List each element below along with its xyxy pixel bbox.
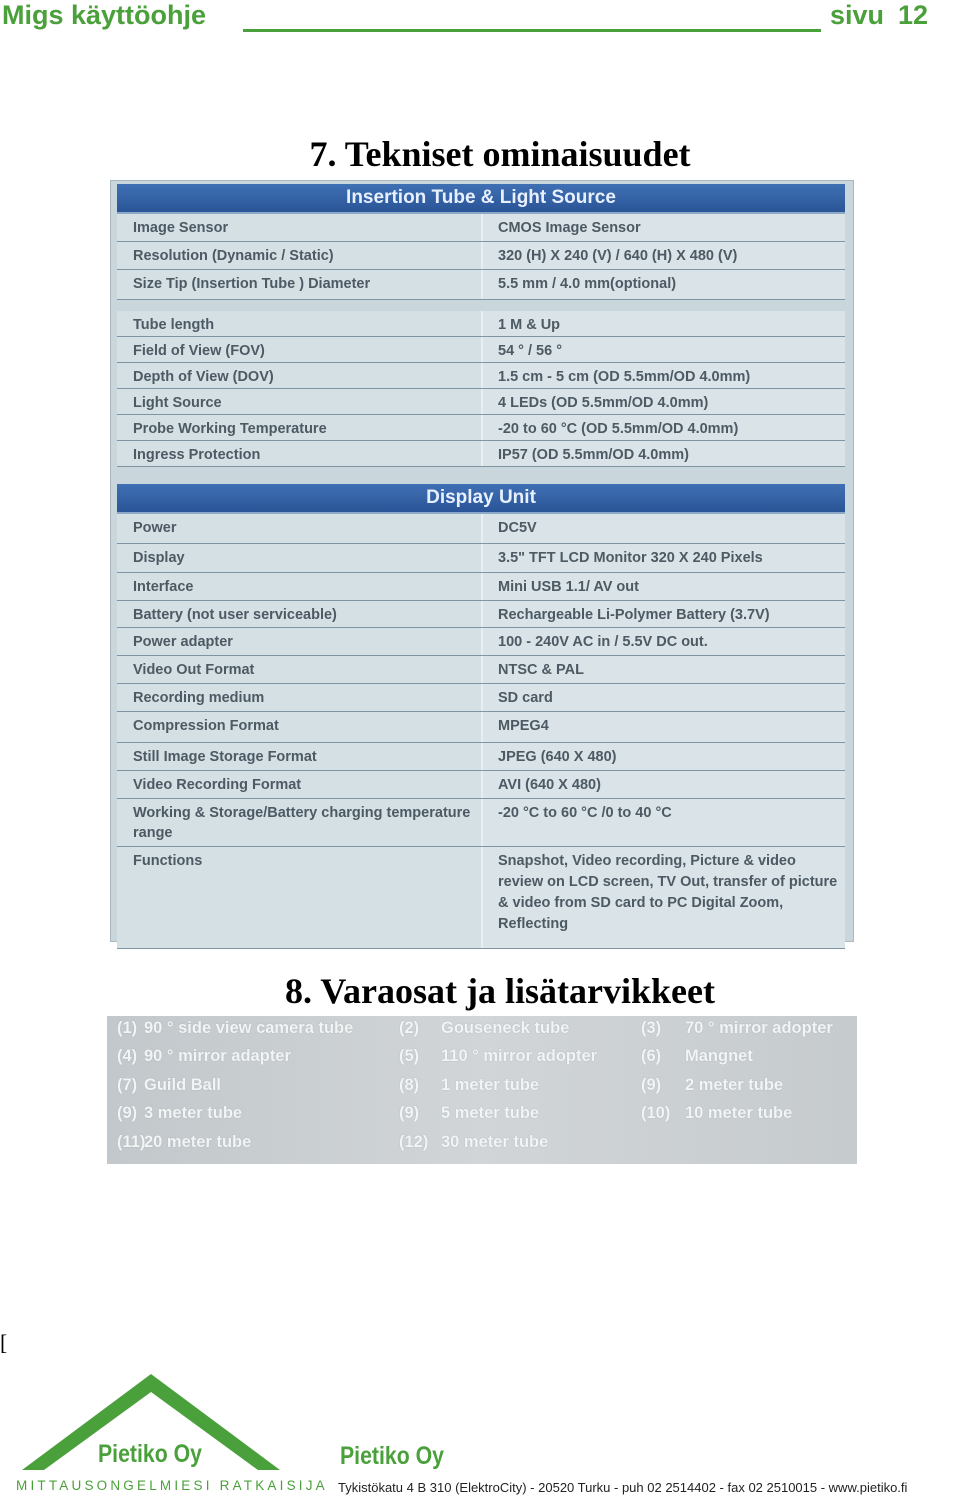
part-number: (12) — [399, 1133, 429, 1151]
part-name: 5 meter tube — [441, 1104, 540, 1122]
spec-row — [117, 270, 845, 300]
spec-value: 1 M & Up — [498, 317, 561, 333]
part-name: 90 ° side view camera tube — [144, 1019, 354, 1037]
spec-value: JPEG (640 X 480) — [498, 749, 617, 765]
spec-row — [117, 712, 845, 743]
page-indicator — [830, 0, 928, 31]
spec-value: Mini USB 1.1/ AV out — [498, 579, 639, 595]
spec-key: Power adapter — [133, 634, 233, 650]
spec-value: CMOS Image Sensor — [498, 220, 641, 236]
spec-key: Size Tip (Insertion Tube ) Diameter — [133, 276, 371, 292]
stray-mark: [ — [0, 1330, 8, 1355]
spec-value: Snapshot, Video recording, Picture & video review on LCD screen, TV Out, transfer of picture & video from SD card to PC Digital Zoom, Reflecting — [498, 853, 838, 932]
spec-row — [117, 514, 845, 544]
spec-key: Interface — [133, 579, 194, 595]
footer-address: Tykistökatu 4 B 310 (ElektroCity) - 20520 Turku - puh 02 2514402 - fax 02 2510015 - www.pietiko.fi — [338, 1480, 908, 1495]
spec-value: 100 - 240V AC in / 5.5V DC out. — [498, 634, 708, 650]
spec-row — [117, 415, 845, 441]
spec-row — [117, 363, 845, 389]
part-name: 2 meter tube — [685, 1076, 784, 1094]
spec-key: Resolution (Dynamic / Static) — [133, 248, 334, 264]
part-name: 10 meter tube — [685, 1104, 793, 1122]
spec-key: Light Source — [133, 395, 222, 411]
part-number: (11) — [117, 1133, 146, 1151]
part-number: (8) — [399, 1076, 420, 1094]
spec-value: -20 to 60 °C (OD 5.5mm/OD 4.0mm) — [498, 421, 739, 437]
spec-key: Tube length — [133, 317, 215, 333]
footer-company-name: Pietiko Oy — [340, 1442, 444, 1470]
spec-value: 54 ° / 56 ° — [498, 343, 562, 359]
spec-row — [117, 573, 845, 601]
spec-row — [117, 656, 845, 684]
spec-row — [117, 628, 845, 656]
part-number: (9) — [399, 1104, 420, 1122]
spec-row — [117, 337, 845, 363]
spec-value: 5.5 mm / 4.0 mm(optional) — [498, 276, 677, 292]
spec-key: Display — [133, 550, 185, 566]
page-label: sivu — [830, 0, 885, 30]
spec-key: Probe Working Temperature — [133, 421, 327, 437]
spec-value: NTSC & PAL — [498, 662, 584, 678]
spec-value: -20 °C to 60 °C /0 to 40 °C — [498, 805, 672, 821]
logo-tagline: MITTAUSONGELMIESI RATKAISIJA — [16, 1478, 328, 1493]
part-number: (6) — [641, 1047, 662, 1065]
spec-key: Video Out Format — [133, 662, 255, 678]
part-name: 3 meter tube — [144, 1104, 243, 1122]
spec-row — [117, 799, 845, 847]
part-number: (5) — [399, 1047, 420, 1065]
spec-key: Recording medium — [133, 690, 265, 706]
part-name: 90 ° mirror adapter — [144, 1047, 291, 1065]
spec-value: IP57 (OD 5.5mm/OD 4.0mm) — [498, 447, 689, 463]
spec-row — [117, 771, 845, 799]
spec-row — [117, 544, 845, 573]
spec-value: MPEG4 — [498, 718, 549, 734]
part-name: 30 meter tube — [441, 1133, 549, 1151]
spec-value: SD card — [498, 690, 553, 706]
spec-key: Functions — [133, 853, 203, 869]
header-rule — [243, 29, 821, 32]
spec-header-tube: Insertion Tube & Light Source — [117, 184, 845, 214]
spec-table — [110, 180, 854, 942]
spec-key: Video Recording Format — [133, 777, 302, 793]
spec-value: Rechargeable Li-Polymer Battery (3.7V) — [498, 607, 770, 623]
spec-row — [117, 684, 845, 712]
part-number: (10) — [641, 1104, 671, 1122]
spec-row — [117, 214, 845, 242]
part-name: Guild Ball — [144, 1076, 222, 1094]
spec-key: Working & Storage/Battery charging temperature range — [133, 805, 471, 841]
spec-value: 3.5" TFT LCD Monitor 320 X 240 Pixels — [498, 550, 763, 566]
parts-list — [107, 1016, 857, 1164]
spec-key: Still Image Storage Format — [133, 749, 317, 765]
spec-value: 1.5 cm - 5 cm (OD 5.5mm/OD 4.0mm) — [498, 369, 751, 385]
spec-value: 4 LEDs (OD 5.5mm/OD 4.0mm) — [498, 395, 709, 411]
spec-row — [117, 601, 845, 628]
part-number: (9) — [117, 1104, 138, 1122]
section-title-specifications: 7. Tekniset ominaisuudet — [309, 134, 691, 174]
part-number: (4) — [117, 1047, 138, 1065]
spec-key: Depth of View (DOV) — [133, 369, 274, 385]
spec-key: Ingress Protection — [133, 447, 261, 463]
part-name: 20 meter tube — [144, 1133, 252, 1151]
spec-key: Power — [133, 520, 177, 536]
part-name: Mangnet — [685, 1047, 753, 1065]
part-name: 110 ° mirror adopter — [441, 1047, 598, 1065]
part-number: (2) — [399, 1019, 420, 1037]
spec-row — [117, 242, 845, 270]
part-name: 1 meter tube — [441, 1076, 540, 1094]
spec-value: DC5V — [498, 520, 537, 536]
part-name: 70 ° mirror adopter — [685, 1019, 833, 1037]
part-number: (3) — [641, 1019, 662, 1037]
part-number: (9) — [641, 1076, 662, 1094]
spec-row — [117, 311, 845, 337]
part-number: (1) — [117, 1019, 138, 1037]
spec-key: Battery (not user serviceable) — [133, 607, 337, 623]
spec-key: Compression Format — [133, 718, 279, 734]
spec-row — [117, 847, 845, 949]
page-number: 12 — [898, 0, 929, 30]
document-title: Migs käyttöohje — [2, 0, 207, 30]
spec-header-display: Display Unit — [117, 484, 845, 514]
spec-row — [117, 441, 845, 467]
spec-row — [117, 389, 845, 415]
spec-row — [117, 743, 845, 771]
part-name: Gouseneck tube — [441, 1019, 570, 1037]
spec-key: Image Sensor — [133, 220, 229, 236]
logo-company-name: Pietiko Oy — [98, 1440, 202, 1468]
spec-value: AVI (640 X 480) — [498, 777, 601, 793]
part-number: (7) — [117, 1076, 138, 1094]
section-title-spare-parts: 8. Varaosat ja lisätarvikkeet — [285, 971, 715, 1011]
spec-value: 320 (H) X 240 (V) / 640 (H) X 480 (V) — [498, 248, 738, 264]
spec-key: Field of View (FOV) — [133, 343, 265, 359]
